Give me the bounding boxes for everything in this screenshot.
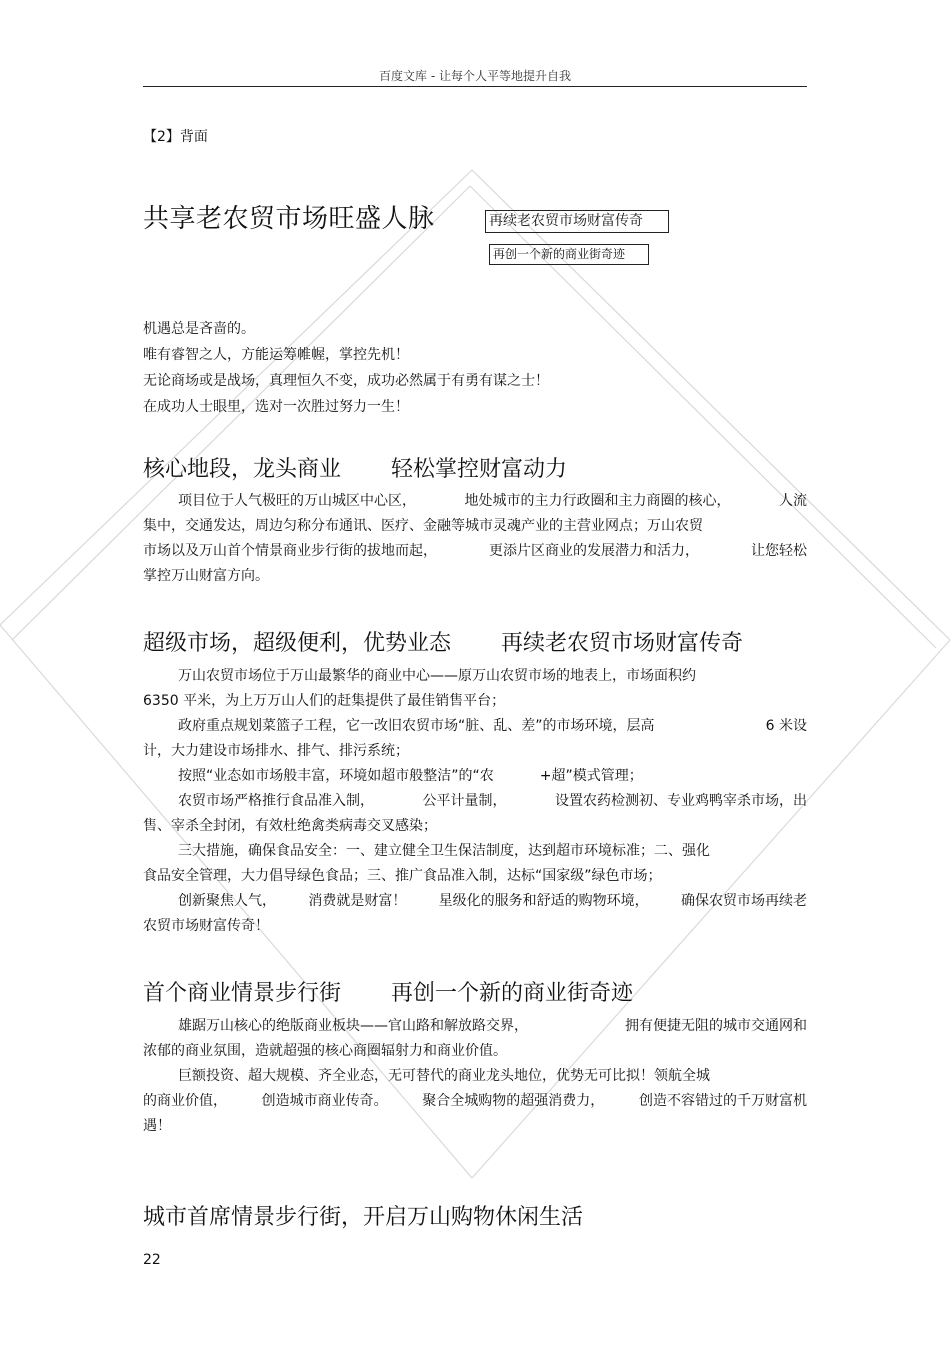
paragraph-core: 项目位于人气极旺的万山城区中心区， 地处城市的主力行政圈和主力商圈的核心， 人流 集中，交通发达，周边匀称分布通讯、医疗、金融等城市灵魂产业的主营业网点；万山农贸 市场以及万山首个情景商业步行街的拔地而起， 更添片区商业的发展潜力和活力， 让您轻松 掌控万山财富方向。: [143, 493, 807, 584]
page-header: 百度文库 - 让每个人平等地提升自我: [379, 69, 571, 83]
intro-line: 唯有睿智之人，方能运筹帷幄，掌控先机！: [143, 347, 409, 363]
intro-line: 无论商场或是战场，真理恒久不变，成功必然属于有勇有谋之士！: [143, 373, 549, 389]
main-title: 共享老农贸市场旺盛人脉: [143, 204, 435, 234]
section-heading-city: 城市首席情景步行街，开启万山购物休闲生活: [143, 1205, 584, 1230]
page-number: 22: [143, 1252, 161, 1268]
slogan-box-2: 再创一个新的商业街奇迹: [489, 244, 649, 265]
intro-line: 在成功人士眼里，选对一次胜过努力一生！: [143, 399, 409, 415]
section-heading-street: 首个商业情景步行街 再创一个新的商业街奇迹: [143, 981, 634, 1006]
section-label: 【2】背面: [143, 129, 208, 145]
header-rule: [143, 86, 807, 87]
paragraph-street: 雄踞万山核心的绝版商业板块——官山路和解放路交界， 拥有便捷无阻的城市交通网和 浓郁的商业氛围，造就超强的核心商圈辐射力和商业价值。 巨额投资、超大规模、齐全业态，无可替代的商业龙头地位，优势无可比拟！领航全城 的商业价值， 创造城市商业传奇。 聚合全城购物的超强消费力， 创造不容错过的千万财富机 遇！: [143, 1018, 807, 1134]
intro-block: [143, 316, 549, 420]
intro-line: 机遇总是吝啬的。: [143, 321, 255, 337]
section-heading-core: 核心地段，龙头商业 轻松掌控财富动力: [143, 457, 568, 482]
paragraph-supermarket: 万山农贸市场位于万山最繁华的商业中心——原万山农贸市场的地表上，市场面积约 6350 平米，为上万万山人们的赶集提供了最佳销售平台； 政府重点规划菜篮子工程，它一改旧农贸市场“脏、乱、差”的市场环境，层高 6 米设 计，大力建设市场排水、排气、排污系统； 按照“业态如市场般丰富，环境如超市般整洁”的“农 +超”模式管理； 农贸市场严格推行食品准入制， 公平计量制， 设置农药检测初、专业鸡鸭宰杀市场，出 售、宰杀全封闭，有效杜绝禽类病毒交叉感染； 三大措施，确保食品安全：一、建立健全卫生保洁制度，达到超市环境标准；二、强化 食品安全管理，大力倡导绿色食品；三、推广食品准入制，达标“国家级”绿色市场； 创新聚焦人气， 消费就是财富！ 星级化的服务和舒适的购物环境， 确保农贸市场再续老 农贸市场财富传奇！: [143, 668, 807, 934]
section-heading-supermarket: 超级市场，超级便利，优势业态 再续老农贸市场财富传奇: [143, 631, 744, 656]
slogan-box-1: 再续老农贸市场财富传奇: [485, 210, 669, 233]
